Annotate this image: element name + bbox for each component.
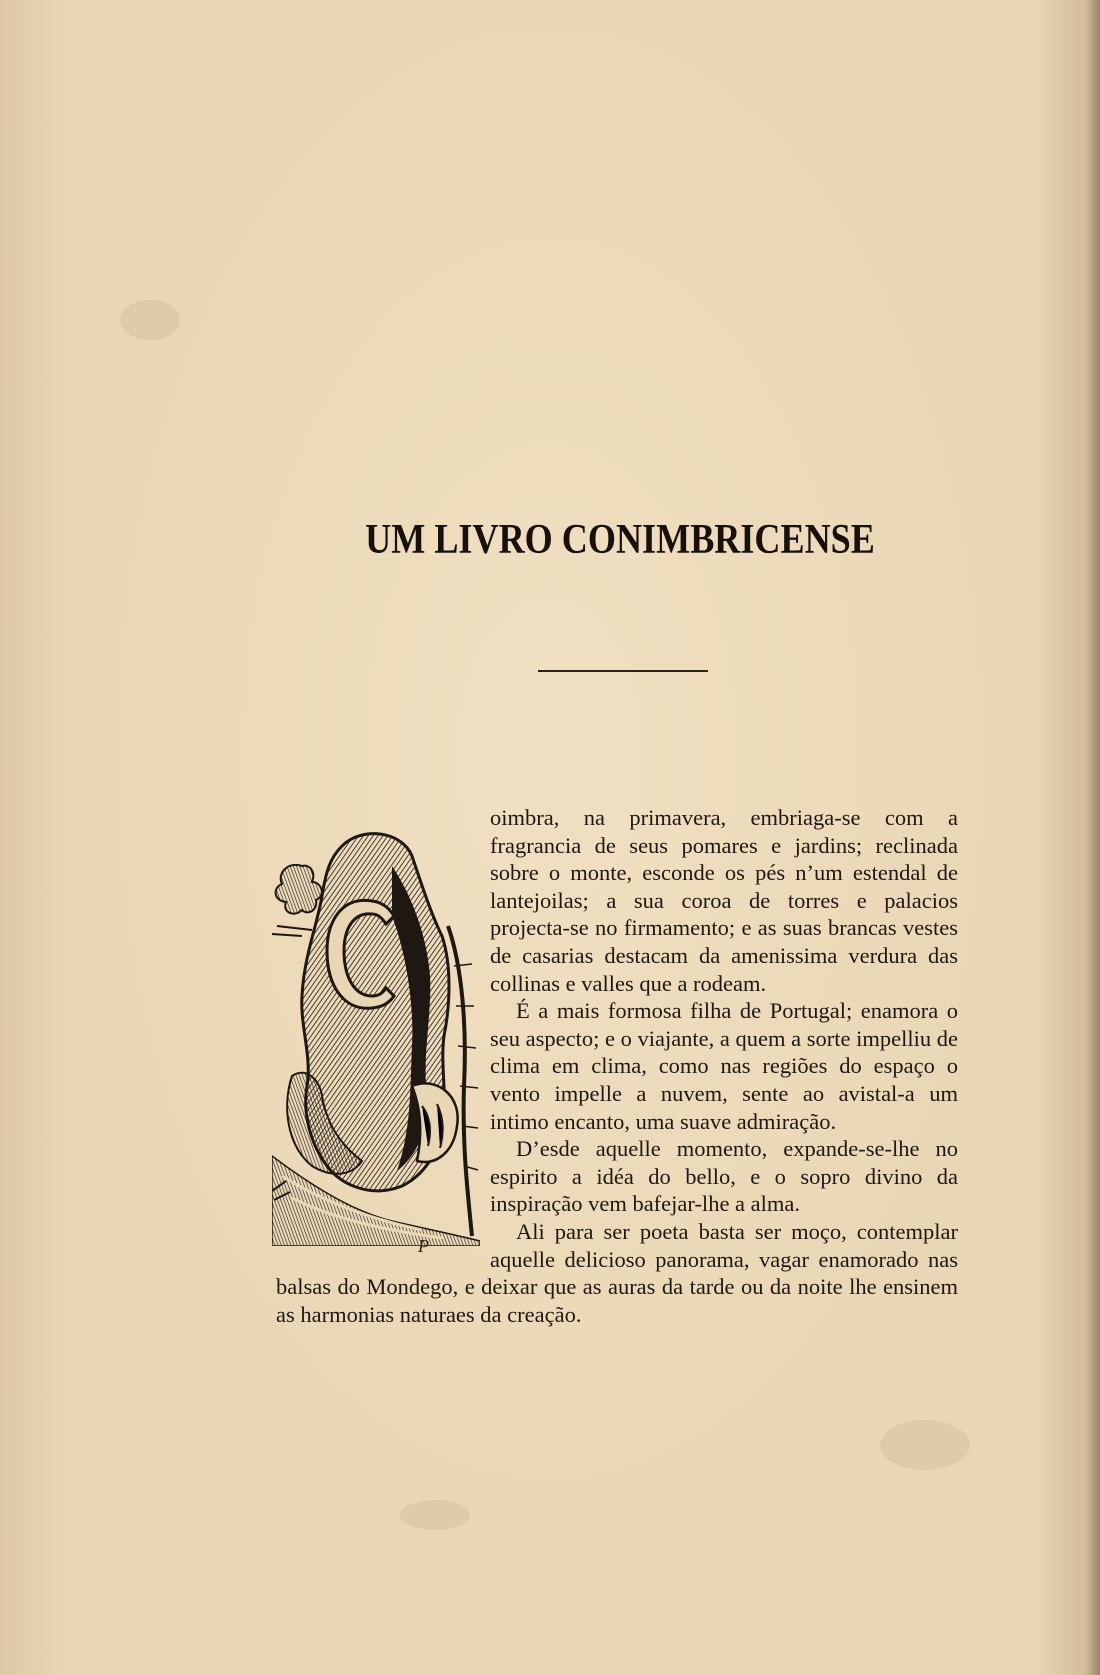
paper-stain bbox=[880, 1420, 970, 1470]
paragraph: oimbra, na primavera, embriaga-se com a fragrancia de seus pomares e jardins; reclinada sobre o monte, esconde os pés n’um estendal de lantejoilas; a sua coroa de torres e palacios projecta-se no firmamento; e as suas brancas vestes de casarias destacam da amenissima verdura das collinas e valles que a rodeam. bbox=[490, 805, 958, 996]
article-body bbox=[276, 804, 958, 1328]
engraver-mark: P bbox=[418, 1236, 429, 1256]
paper-stain bbox=[400, 1500, 470, 1530]
page-title: UM LIVRO CONIMBRICENSE bbox=[365, 517, 875, 564]
paragraph: D’esde aquelle momento, expande-se-lhe no espirito a idéa do bello, e o sopro divino da inspiração vem bafejar-lhe a alma. bbox=[490, 1136, 958, 1217]
page-edge-shadow bbox=[1086, 0, 1100, 1675]
paragraph: É a mais formosa filha de Portugal; enamora o seu aspecto; e o viajante, a quem a sorte impelliu de clima em clima, como nas regiões do espaço o vento impelle a nuvem, sente ao avistal-a um intimo encanto, uma suave admiração. bbox=[490, 998, 958, 1134]
paragraph: Ali para ser poeta basta ser moço, contemplar aquelle delicioso panorama, vagar enamorado nas balsas do Mondego, e deixar que as auras da tarde ou da noite lhe ensinem as harmonias naturaes da creação. bbox=[276, 1218, 958, 1327]
paper-stain bbox=[120, 300, 180, 340]
illustration-space bbox=[276, 804, 490, 1256]
title-divider bbox=[538, 670, 708, 672]
